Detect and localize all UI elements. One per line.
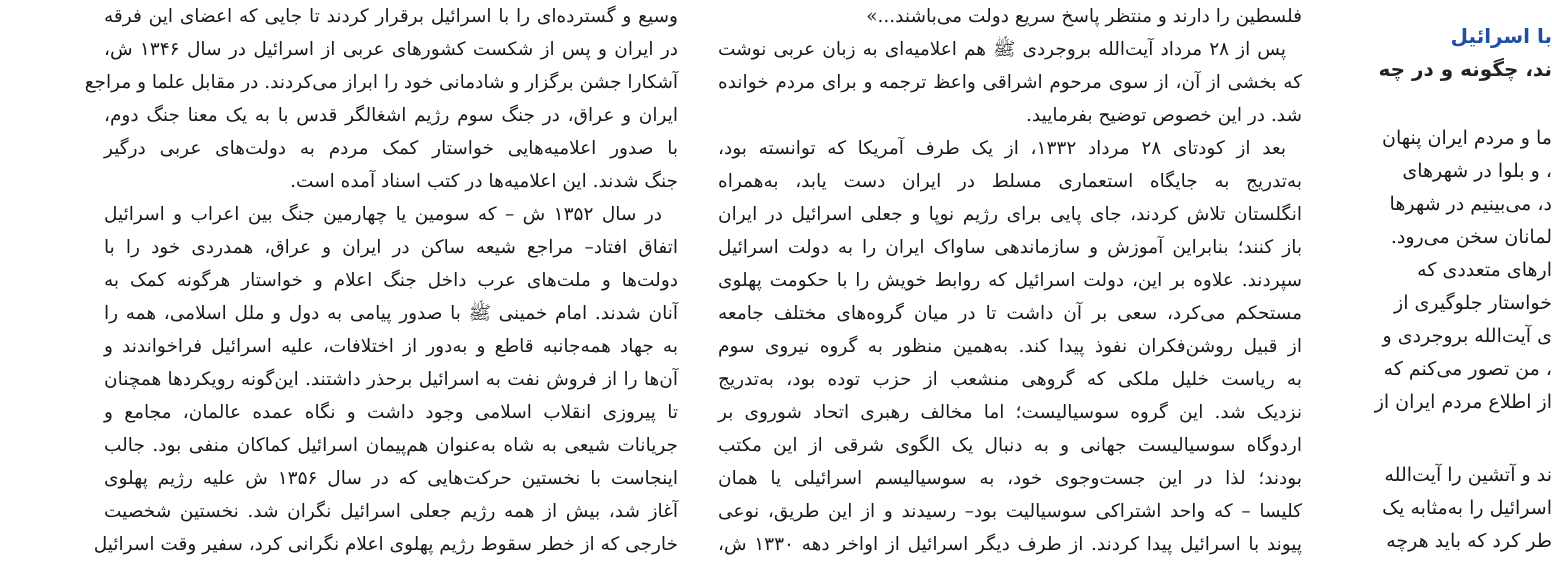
text-line: ما و مردم ایران پنهان: [1382, 127, 1552, 149]
text-line: آشکارا جشن برگزار و شادمانی خود را ابراز می‌کردند. در مقابل علما و مراجع: [84, 72, 678, 93]
text-line: مستحکم می‌کرد، سعی بر آن داشت تا در میان گروه‌های مختلف جامعه: [718, 303, 1302, 324]
article-column-right: [1332, 0, 1552, 558]
text-line: پس از ۲۸ مرداد آیت‌الله بروجردی ﷺ هم اعلامیه‌ای به زبان عربی نوشت: [718, 39, 1286, 60]
text-line: د، می‌بینیم در شهرها: [1389, 193, 1552, 215]
text-line: در ایران و پس از شکست کشورهای عربی از اسرائیل در سال ۱۳۴۶ ش،: [104, 39, 678, 60]
text-line: خارجی که از خطر سقوط رژیم پهلوی اعلام نگرانی کرد، سفیر وقت اسرائیل: [93, 534, 678, 555]
text-line: ایران و عراق، در جنگ سوم رژیم اشغالگر قدس با به یک معنا جنگ دوم،: [104, 105, 678, 126]
text-line: تا پیروزی انقلاب اسلامی وجود داشت و نگاه عمده عالمان، مجامع و: [104, 402, 678, 423]
article-column-left: [84, 0, 678, 561]
text-line: آن‌ها را از فروش نفت به اسرائیل برحذر داشتند. این‌گونه رویکردها همچنان: [104, 369, 678, 390]
text-line: سپردند. علاوه بر این، دولت اسرائیل که روابط خویش را با حکومت پهلوی: [718, 270, 1302, 291]
text-line: از اطلاع مردم ایران از: [1374, 391, 1552, 413]
text-line: آغاز شد، بیش از همه رژیم جعلی اسرائیل نگران شد. نخستین شخصیت: [104, 501, 678, 522]
text-line: اینجاست با نخستین حرکت‌هایی که در سال ۱۳۵۶ ش علیه رژیم پهلوی: [104, 468, 678, 489]
section-heading-line1: با اسرائیل: [1450, 24, 1552, 48]
text-line: باز کنند؛ بنابراین آموزش و سازماندهی ساواک ایران را به دولت اسرائیل: [718, 237, 1302, 258]
text-line: از قبیل روشن‌فکران نفوذ پیدا کند. به‌همین منظور به گروه نیروی سوم: [718, 336, 1302, 357]
text-line: لمانان سخن می‌رود.: [1390, 226, 1552, 248]
text-line: اردوگاه سوسیالیست جهانی و به دنبال یک الگوی شرقی از این مکتب: [718, 435, 1302, 456]
text-line: جریانات شیعی به شاه به‌عنوان هم‌پیمان اسرائیل کماکان منفی بود. جالب: [104, 435, 678, 456]
text-line: وسیع و گسترده‌ای را با اسرائیل برقرار کردند تا جایی که اعضای این فرقه: [104, 6, 678, 27]
text-line: با صدور اعلامیه‌هایی خواستار کمک مردم به دولت‌های عربی درگیر: [104, 138, 678, 159]
text-line: بودند؛ لذا در این جست‌وجوی خود، به سوسیالیسم اسرائیلی یا همان: [718, 468, 1302, 489]
right-paragraph-1: [1332, 122, 1552, 419]
article-column-middle: [718, 0, 1302, 561]
text-line: فلسطین را دارند و منتظر پاسخ سریع دولت می‌باشند...»: [866, 6, 1302, 27]
text-line: ، و بلوا در شهرهای: [1402, 160, 1552, 182]
text-line: ند و آتشین را آیت‌الله: [1384, 464, 1552, 486]
text-line: طر کرد که باید هرچه: [1386, 530, 1552, 552]
text-line: پیوند با اسرائیل پیدا کردند. از طرف دیگر اسرائیل از اواخر دهه ۱۳۳۰ ش،: [718, 534, 1303, 555]
text-line: به‌تدریج به جایگاه استعماری مسلط در ایران دست یابد، به‌همراه: [718, 171, 1302, 192]
right-paragraph-2: [1332, 459, 1552, 558]
text-line: به ریاست خلیل ملکی که گروهی منشعب از حزب توده بود، به‌تدریج: [718, 369, 1302, 390]
text-line: شد. در این خصوص توضیح بفرمایید.: [1026, 105, 1302, 126]
text-line: ی آیت‌الله بروجردی و: [1382, 325, 1552, 347]
text-line: در سال ۱۳۵۲ ش – که سومین یا چهارمین جنگ بین اعراب و اسرائیل: [104, 204, 662, 225]
text-line: آنان شدند. امام خمینی ﷺ با صدور پیامی به دول و ملل اسلامی، همه را: [104, 303, 678, 324]
text-line: اسرائیل را به‌مثابه یک: [1382, 497, 1552, 519]
text-line: نزدیک شد. این گروه سوسیالیست؛ اما مخالف رهبری اتحاد شوروی بر: [718, 402, 1302, 423]
text-line: به جهاد همه‌جانبه قاطع و به‌دور از اختلافات، علیه اسرائیل فراخواندند و: [104, 336, 678, 357]
text-line: کلیسا – که واحد اشتراکی سوسیالیت بود– رسیدند و از این طریق، نوعی: [718, 501, 1302, 522]
text-line: که بخشی از آن، از سوی مرحوم اشراقی واعظ ترجمه و برای مردم خوانده: [718, 72, 1302, 93]
text-line: جنگ شدند. این اعلامیه‌ها در کتب اسناد آمده است.: [290, 171, 678, 192]
text-line: دولت‌ها و ملت‌های عرب داخل جنگ اعلام و خواستار هرگونه کمک به: [104, 270, 678, 291]
text-line: ارهای متعددی که: [1417, 259, 1552, 281]
section-heading-line2: ند، چگونه و در چه: [1378, 57, 1552, 81]
text-line: خواستار جلوگیری از: [1394, 292, 1552, 314]
text-line: ، من تصور می‌کنم که: [1383, 358, 1552, 380]
text-line: اتفاق افتاد– مراجع شیعه ساکن در ایران و عراق، همدردی خود را با: [104, 237, 678, 258]
text-line: بعد از کودتای ۲۸ مرداد ۱۳۳۲، از یک طرف آمریکا که توانسته بود،: [718, 138, 1286, 159]
text-line: انگلستان تلاش کردند، جای پایی برای رژیم نوپا و جعلی اسرائیل در ایران: [718, 204, 1302, 225]
